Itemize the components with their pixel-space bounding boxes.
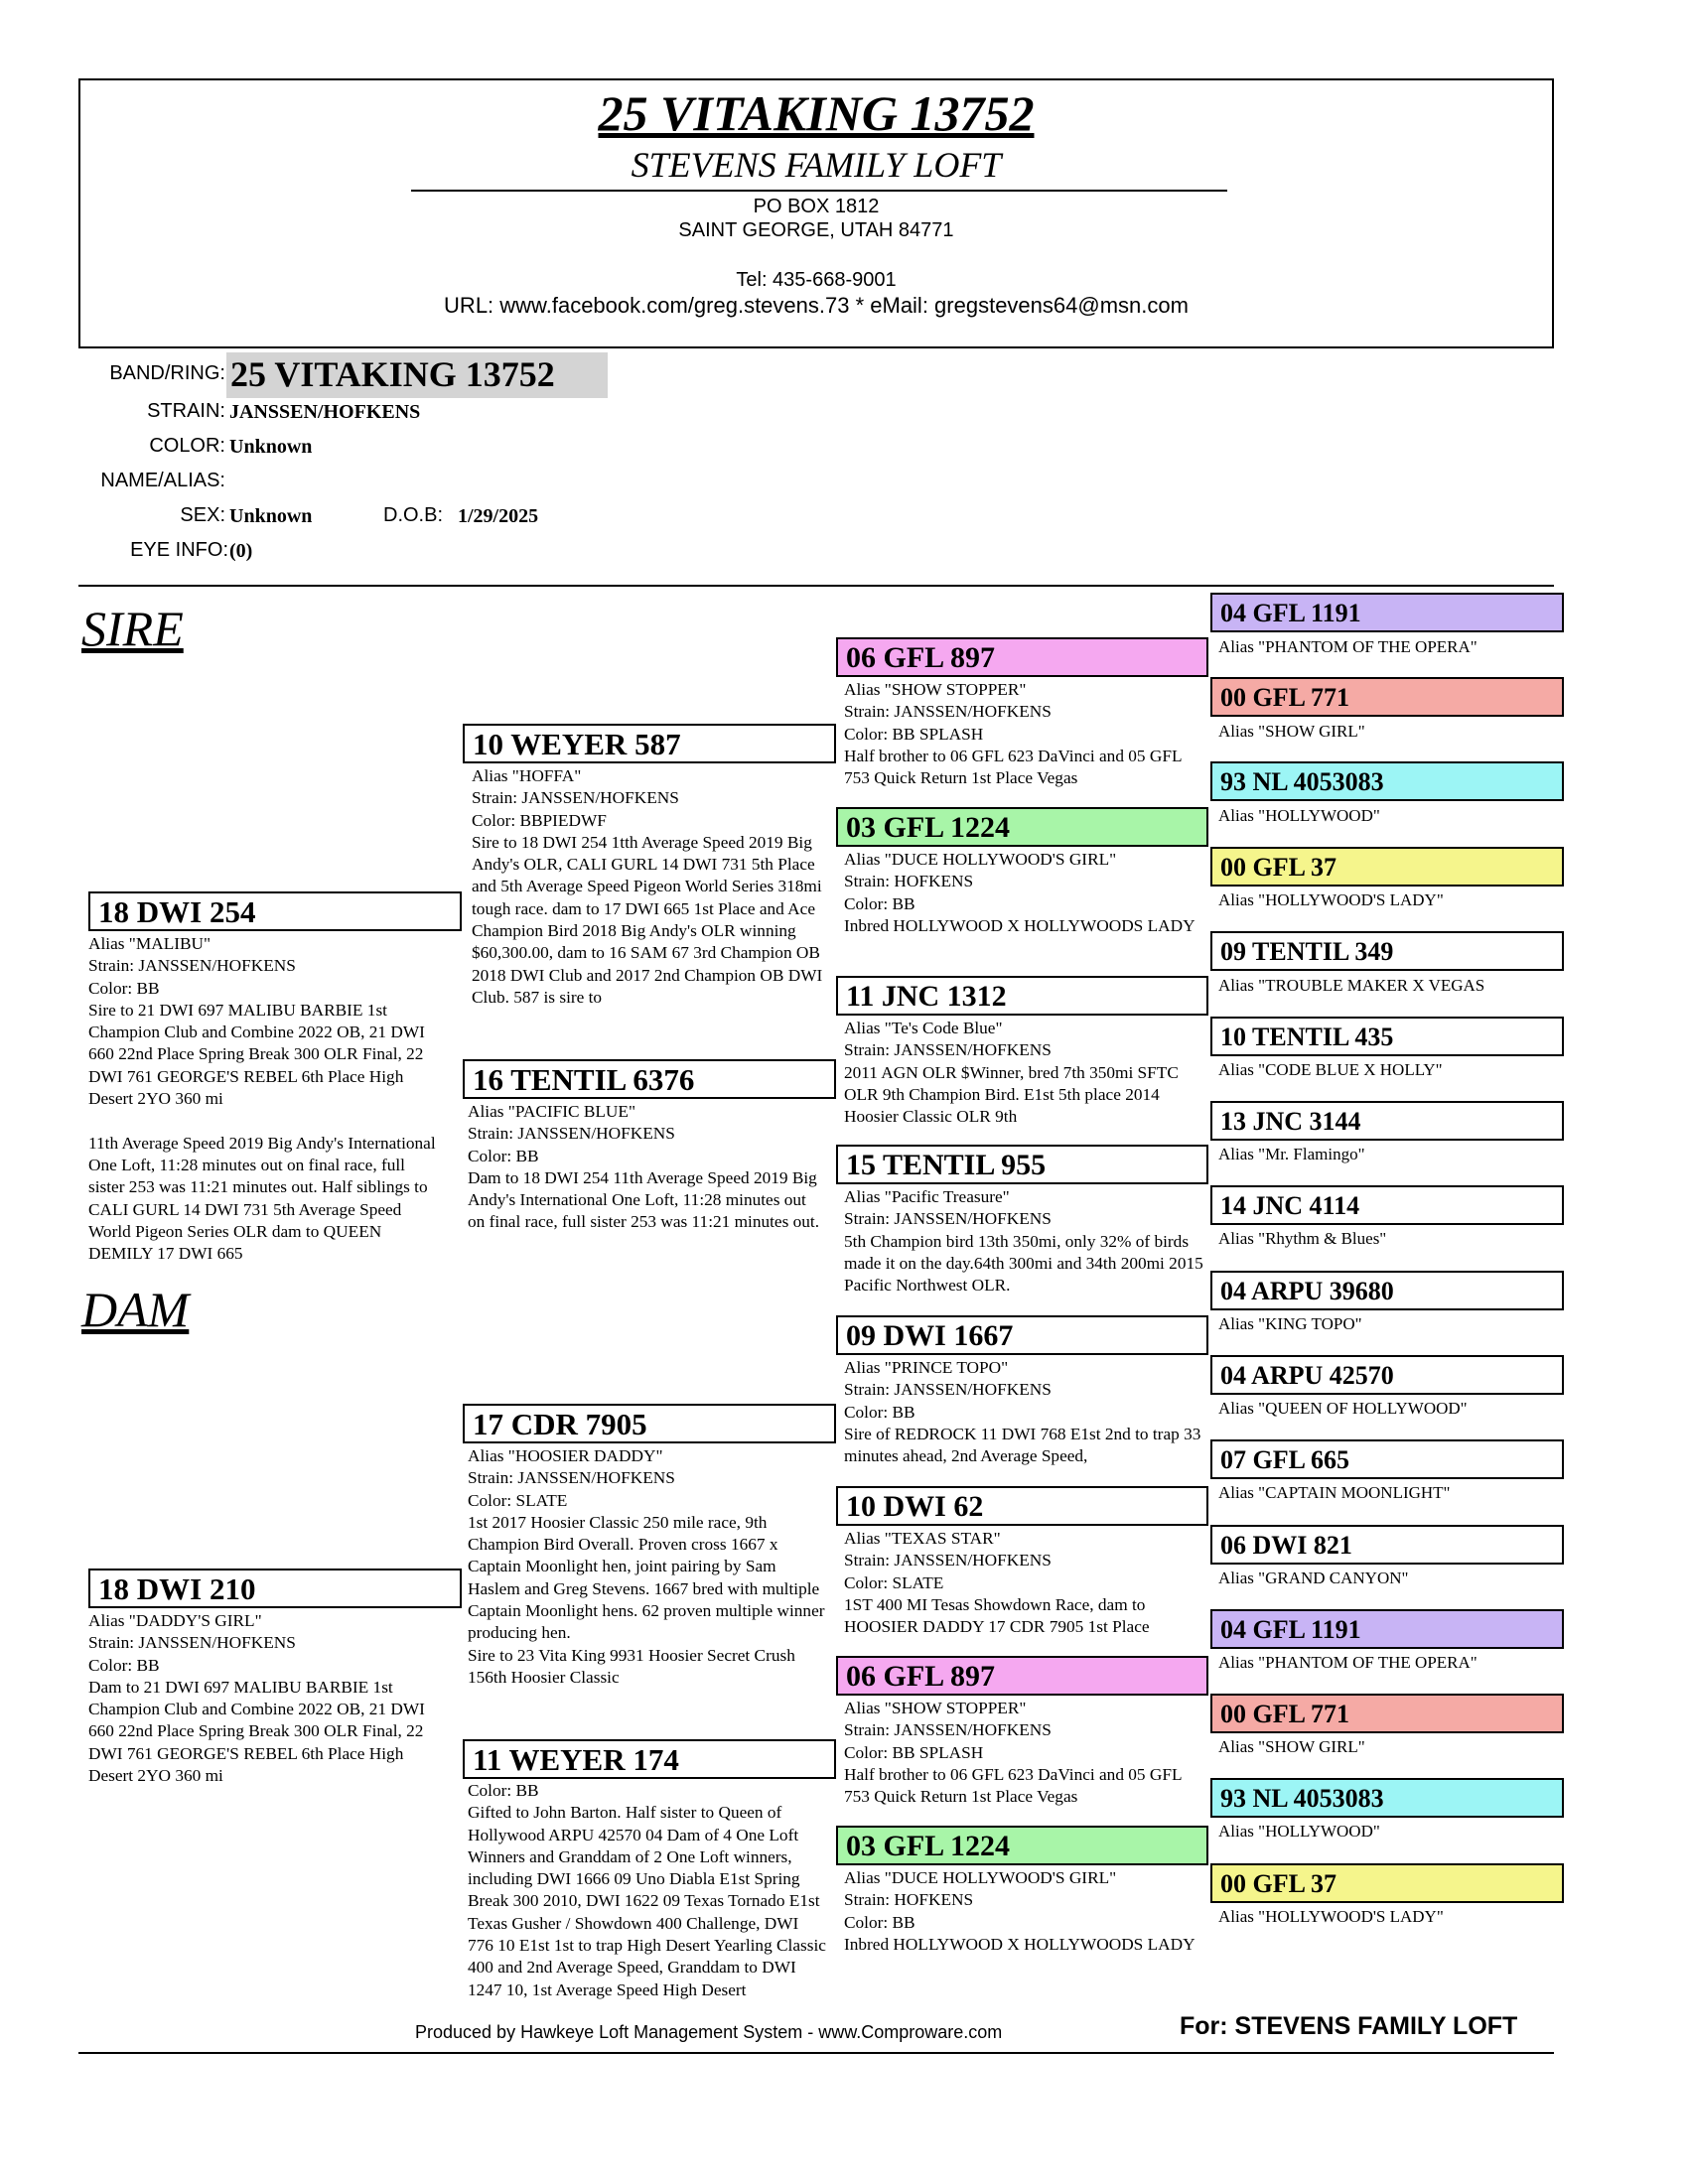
gen4-card-15-band: 93 NL 4053083 — [1210, 1778, 1564, 1818]
gen4-card-9-alias: Alias "KING TOPO" — [1218, 1314, 1362, 1333]
dam-dam-band: 11 WEYER 174 — [463, 1739, 836, 1779]
dam-sire-details: Alias "HOOSIER DADDY" Strain: JANSSEN/HOFKENS Color: SLATE 1st 2017 Hoosier Classic 250 mile race, 9th Champion Bird Overall. Proven cross 1667 x Captain Moonlight hen, joint pairing by Sam Haslem and Greg Stevens. 1667 bred with multiple Captain Moonlight hens. 62 proven multiple winner producing hen. Sire to 23 Vita King 9931 Hoosier Secret Crush 156th Hoosier Classic — [468, 1446, 825, 1687]
footer-divider — [78, 2052, 1554, 2054]
gen4-card-3-band: 93 NL 4053083 — [1210, 761, 1564, 801]
address-line-2: SAINT GEORGE, UTAH 84771 — [678, 219, 954, 241]
strain-label: STRAIN: — [147, 400, 225, 422]
gen3-card-1-band: 06 GFL 897 — [836, 637, 1208, 677]
gen3-card-6-details: Alias "TEXAS STAR" Strain: JANSSEN/HOFKENS Color: SLATE 1ST 400 MI Tesas Showdown Race, dam to HOOSIER DADDY 17 CDR 7905 1st Place — [844, 1529, 1150, 1637]
gen4-card-14-alias: Alias "SHOW GIRL" — [1218, 1737, 1365, 1756]
gen4-card-12-band: 06 DWI 821 — [1210, 1525, 1564, 1565]
color-label: COLOR: — [149, 435, 225, 457]
page-title: 25 VITAKING 13752 — [598, 85, 1035, 141]
gen3-card-4-details: Alias "Pacific Treasure" Strain: JANSSEN/HOFKENS 5th Champion bird 13th 350mi, only 32% of birds made it on the day.64th 300mi and 34th 200mi 2015 Pacific Northwest OLR. — [844, 1187, 1203, 1296]
gen3-card-2-details: Alias "DUCE HOLLYWOOD'S GIRL" Strain: HOFKENS Color: BB Inbred HOLLYWOOD X HOLLYWOODS LADY — [844, 850, 1196, 935]
sire-band: 18 DWI 254 — [88, 891, 462, 931]
eye-info-value: (0) — [229, 540, 253, 562]
header-box — [78, 78, 1554, 348]
gen4-card-6-alias: Alias "CODE BLUE X HOLLY" — [1218, 1060, 1443, 1079]
gen4-card-15-alias: Alias "HOLLYWOOD" — [1218, 1822, 1380, 1841]
gen4-card-2-band: 00 GFL 771 — [1210, 677, 1564, 717]
gen4-card-4-alias: Alias "HOLLYWOOD'S LADY" — [1218, 890, 1444, 909]
gen3-card-4-band: 15 TENTIL 955 — [836, 1145, 1208, 1184]
dam-dam-details: Color: BB Gifted to John Barton. Half sister to Queen of Hollywood ARPU 42570 04 Dam of 4 One Loft Winners and Granddam of 2 One Loft winners, including DWI 1666 09 Uno Diabla E1st Spring Break 300 2010, DWI 1622 09 Texas Tornado E1st Texas Gusher / Showdown 400 Challenge, DWI 776 10 E1st 1st to trap High Desert Yearling Classic 400 and 2nd Average Speed, Granddam to DWI 1247 10, 1st Average Speed High Desert — [468, 1781, 826, 1999]
gen3-card-7-band: 06 GFL 897 — [836, 1656, 1208, 1696]
sire-sire-band: 10 WEYER 587 — [463, 724, 836, 763]
gen4-card-13-alias: Alias "PHANTOM OF THE OPERA" — [1218, 1653, 1477, 1672]
gen4-card-14-band: 00 GFL 771 — [1210, 1694, 1564, 1733]
gen3-card-3-details: Alias "Te's Code Blue" Strain: JANSSEN/HOFKENS 2011 AGN OLR $Winner, bred 7th 350mi SFTC OLR 9th Champion Bird. E1st 5th place 2014 Hoosier Classic OLR 9th — [844, 1019, 1179, 1127]
gen3-card-5-band: 09 DWI 1667 — [836, 1315, 1208, 1355]
gen4-card-6-band: 10 TENTIL 435 — [1210, 1017, 1564, 1056]
gen4-card-3-alias: Alias "HOLLYWOOD" — [1218, 806, 1380, 825]
gen4-card-11-alias: Alias "CAPTAIN MOONLIGHT" — [1218, 1483, 1451, 1502]
gen4-card-4-band: 00 GFL 37 — [1210, 847, 1564, 887]
gen4-card-8-alias: Alias "Rhythm & Blues" — [1218, 1229, 1387, 1248]
gen4-card-7-band: 13 JNC 3144 — [1210, 1101, 1564, 1141]
eye-info-label: EYE INFO: — [130, 539, 228, 561]
gen4-card-10-band: 04 ARPU 42570 — [1210, 1355, 1564, 1395]
sex-label: SEX: — [180, 504, 225, 526]
dob-value: 1/29/2025 — [458, 505, 539, 527]
for-loft-footer: For: STEVENS FAMILY LOFT — [1180, 2012, 1518, 2040]
gen3-card-8-band: 03 GFL 1224 — [836, 1826, 1208, 1865]
loft-name: STEVENS FAMILY LOFT — [631, 145, 1002, 185]
sire-dam-details: Alias "PACIFIC BLUE" Strain: JANSSEN/HOFKENS Color: BB Dam to 18 DWI 254 11th Average Speed 2019 Big Andy's International One Loft, 11:28 minutes out on final race, full sister 253 was 11:21 minutes out. — [468, 1102, 820, 1232]
band-value: 25 VITAKING 13752 — [226, 352, 608, 398]
gen4-card-11-band: 07 GFL 665 — [1210, 1439, 1564, 1479]
sire-details: Alias "MALIBU" Strain: JANSSEN/HOFKENS Color: BB Sire to 21 DWI 697 MALIBU BARBIE 1st Champion Club and Combine 2022 OB, 21 DWI 660 22nd Place Spring Break 300 OLR Final, 22 DWI 761 GEORGE'S REBEL 6th Place High Desert 2YO 360 mi 11th Average Speed 2019 Big Andy's International One Loft, 11:28 minutes out on final race, full sister 253 was 11:21 minutes out. Half siblings to CALI GURL 14 DWI 731 5th Average Speed World Pigeon Series OLR dam to QUEEN DEMILY 17 DWI 665 — [88, 934, 436, 1264]
gen4-card-1-alias: Alias "PHANTOM OF THE OPERA" — [1218, 637, 1477, 656]
gen4-card-2-alias: Alias "SHOW GIRL" — [1218, 722, 1365, 741]
gen4-card-13-band: 04 GFL 1191 — [1210, 1609, 1564, 1649]
gen4-card-8-band: 14 JNC 4114 — [1210, 1185, 1564, 1225]
gen3-card-3-band: 11 JNC 1312 — [836, 976, 1208, 1016]
header-divider — [411, 190, 1227, 192]
gen4-card-16-band: 00 GFL 37 — [1210, 1863, 1564, 1903]
gen4-card-1-band: 04 GFL 1191 — [1210, 593, 1564, 632]
sex-value: Unknown — [229, 505, 313, 527]
gen4-card-12-alias: Alias "GRAND CANYON" — [1218, 1569, 1409, 1587]
gen3-card-7-details: Alias "SHOW STOPPER" Strain: JANSSEN/HOFKENS Color: BB SPLASH Half brother to 06 GFL 623 DaVinci and 05 GFL 753 Quick Return 1st Place Vegas — [844, 1699, 1182, 1807]
gen3-card-8-details: Alias "DUCE HOLLYWOOD'S GIRL" Strain: HOFKENS Color: BB Inbred HOLLYWOOD X HOLLYWOODS LADY — [844, 1868, 1196, 1954]
telephone: Tel: 435-668-9001 — [736, 269, 897, 291]
color-value: Unknown — [229, 436, 313, 458]
name-alias-label: NAME/ALIAS: — [100, 470, 225, 491]
gen4-card-5-band: 09 TENTIL 349 — [1210, 931, 1564, 971]
gen3-card-5-details: Alias "PRINCE TOPO" Strain: JANSSEN/HOFKENS Color: BB Sire of REDROCK 11 DWI 768 E1st 2nd to trap 33 minutes ahead, 2nd Average Speed, — [844, 1358, 1201, 1466]
gen4-card-7-alias: Alias "Mr. Flamingo" — [1218, 1145, 1365, 1163]
gen3-card-2-band: 03 GFL 1224 — [836, 807, 1208, 847]
gen3-card-1-details: Alias "SHOW STOPPER" Strain: JANSSEN/HOFKENS Color: BB SPLASH Half brother to 06 GFL 623 DaVinci and 05 GFL 753 Quick Return 1st Place Vegas — [844, 680, 1182, 788]
dam-band: 18 DWI 210 — [88, 1569, 462, 1608]
band-label: BAND/RING: — [109, 362, 225, 384]
gen4-card-16-alias: Alias "HOLLYWOOD'S LADY" — [1218, 1907, 1444, 1926]
gen3-card-6-band: 10 DWI 62 — [836, 1486, 1208, 1526]
section-divider — [78, 585, 1554, 587]
sire-dam-band: 16 TENTIL 6376 — [463, 1059, 836, 1099]
sire-sire-details: Alias "HOFFA" Strain: JANSSEN/HOFKENS Color: BBPIEDWF Sire to 18 DWI 254 1tth Average Speed 2019 Big Andy's OLR, CALI GURL 14 DWI 731 5th Place and 5th Average Speed Pigeon World Series 318mi tough race. dam to 17 DWI 665 1st Place and Ace Champion Bird 2018 Big Andy's OLR winning $60,300.00, dam to 16 SAM 67 3rd Champion OB 2018 DWI Club and 2017 2nd Champion OB DWI Club. 587 is sire to — [472, 766, 823, 1007]
sire-heading: SIRE — [81, 601, 184, 656]
gen4-card-10-alias: Alias "QUEEN OF HOLLYWOOD" — [1218, 1399, 1468, 1418]
dam-sire-band: 17 CDR 7905 — [463, 1404, 836, 1443]
dob-label: D.O.B: — [383, 504, 444, 526]
gen4-card-5-alias: Alias "TROUBLE MAKER X VEGAS — [1218, 976, 1485, 995]
strain-value: JANSSEN/HOFKENS — [229, 401, 421, 423]
gen4-card-9-band: 04 ARPU 39680 — [1210, 1271, 1564, 1310]
contact-url-email: URL: www.facebook.com/greg.stevens.73 * eMail: gregstevens64@msn.com — [444, 293, 1189, 318]
dam-heading: DAM — [81, 1282, 190, 1337]
address-line-1: PO BOX 1812 — [753, 196, 880, 217]
produced-by-footer: Produced by Hawkeye Loft Management System - www.Comproware.com — [415, 2022, 1003, 2042]
dam-details: Alias "DADDY'S GIRL" Strain: JANSSEN/HOFKENS Color: BB Dam to 21 DWI 697 MALIBU BARBIE 1st Champion Club and Combine 2022 OB, 21 DWI 660 22nd Place Spring Break 300 OLR Final, 22 DWI 761 GEORGE'S REBEL 6th Place High Desert 2YO 360 mi — [88, 1611, 425, 1786]
